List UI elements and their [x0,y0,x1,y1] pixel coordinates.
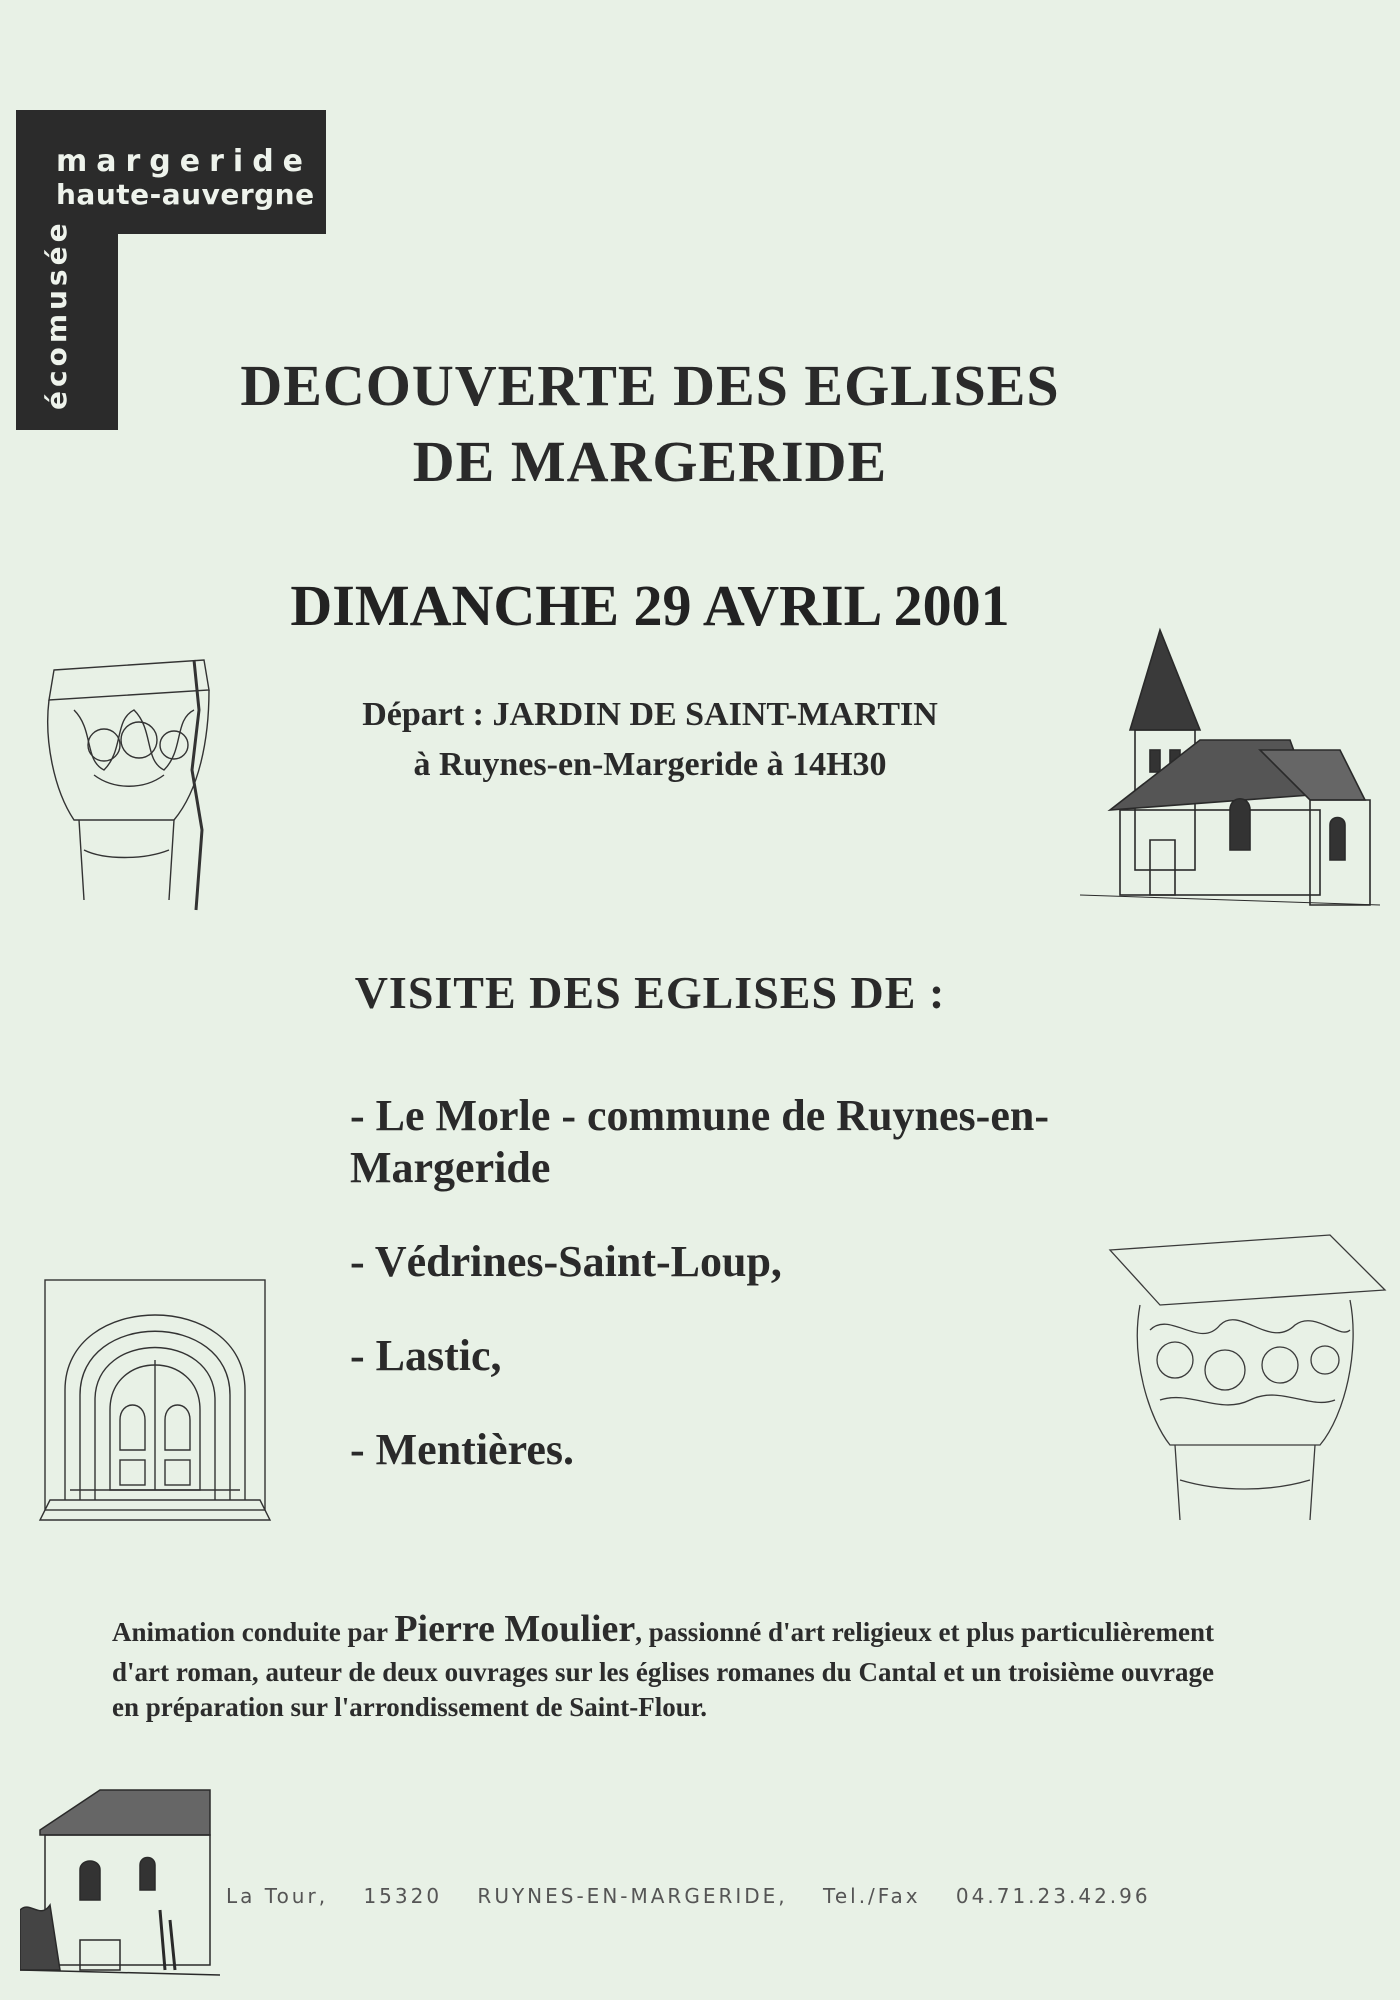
church-item-lastic: - Lastic, [350,1330,502,1380]
animation-prefix: Animation conduite par [112,1617,388,1647]
visit-heading: VISITE DES EGLISES DE : [354,967,946,1018]
logo-margeride: margeride [56,144,313,179]
church-item-mentieres: - Mentières. [350,1424,574,1474]
chapel-sketch-illustration [20,1780,220,1980]
footer-street: La Tour, [226,1884,329,1908]
footer-tel-label: Tel./Fax [823,1884,921,1908]
church-item-vedrines: - Védrines-Saint-Loup, [350,1236,782,1286]
capital-sketch-left-illustration [24,650,234,920]
animation-text: , passionné d'art religieux et plus particulièrement d'art roman, auteur de deux ouvrages sur les églises romanes du Cantal et un troisième ouvrage en préparation sur l'arrondissement de Saint-Flour. [112,1617,1215,1723]
capital-sketch-right-illustration [1100,1230,1390,1530]
footer-town: RUYNES-EN-MARGERIDE, [477,1884,788,1908]
church-list [350,1090,1150,1518]
guide-name: Pierre Moulier [394,1608,636,1650]
event-date: DIMANCHE 29 AVRIL 2001 [290,573,1010,638]
footer-postal: 15320 [363,1884,443,1908]
footer-tel: 04.71.23.42.96 [955,1884,1151,1908]
title-line-1: DECOUVERTE DES EGLISES [240,353,1060,418]
departure-line-1: Départ : JARDIN DE SAINT-MARTIN [362,696,938,733]
logo-haute-auvergne: haute-auvergne [56,178,315,211]
church-item-le-morle: - Le Morle - commune de Ruynes-en-Margeride [350,1091,1049,1192]
church-sketch-illustration [1080,620,1380,910]
portal-sketch-illustration [30,1250,280,1530]
title-line-2: DE MARGERIDE [412,429,888,494]
footer-address [226,1884,1226,1908]
logo-ecomusee: écomusée [40,219,73,410]
departure-line-2: à Ruynes-en-Margeride à 14H30 [413,746,887,783]
animation-paragraph [112,1604,1214,1726]
